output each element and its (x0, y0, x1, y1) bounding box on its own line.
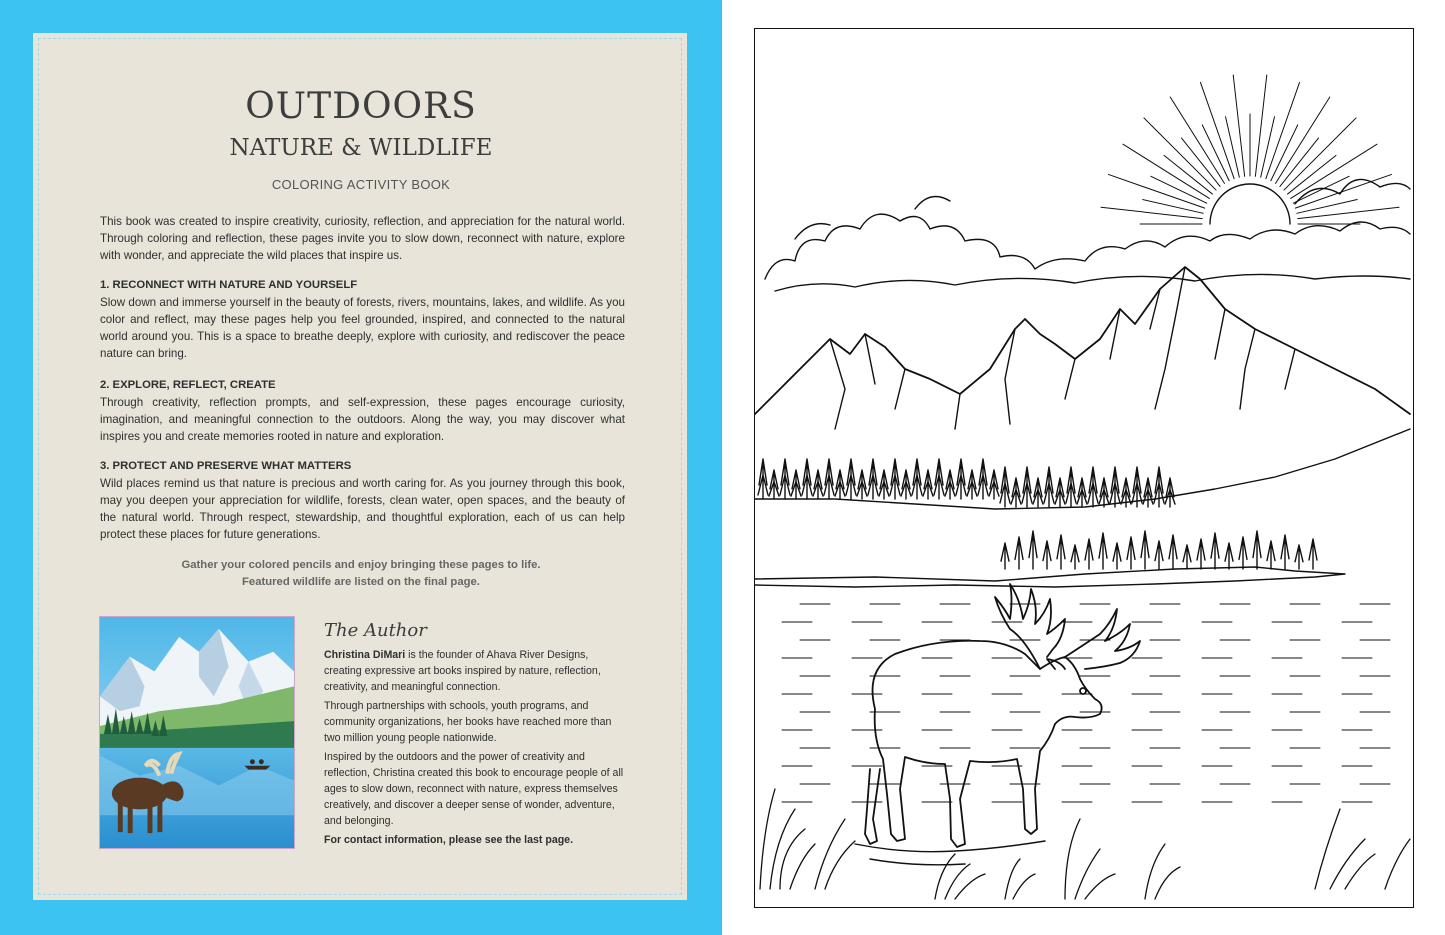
moose-outline (865, 584, 1140, 847)
author-moose-painting (99, 616, 295, 849)
moose-landscape-line-art (755, 29, 1412, 906)
section-1 (100, 277, 625, 362)
pine-tree (1183, 545, 1191, 569)
author-heading: The Author (324, 620, 427, 641)
sun-ray (1233, 75, 1244, 176)
pine-tree (1011, 478, 1021, 507)
book-subtitle: NATURE & WILDLIFE (229, 135, 493, 161)
pine-tree (1000, 467, 1010, 507)
sun-ray (1123, 144, 1209, 198)
pine-tree (978, 459, 988, 499)
coloring-page-frame (754, 28, 1414, 908)
pine-tree (956, 459, 966, 499)
section-3 (100, 458, 625, 543)
author-contact: For contact information, please see the last page. (324, 834, 574, 846)
pine-tree (1033, 478, 1043, 507)
pine-tree (1055, 478, 1065, 507)
sun-ray (1298, 207, 1399, 218)
section-3-body: Wild places remind us that nature is precious and worth caring for. As you journey through this book, may you deepen your appreciation for wildlife, forests, clean water, open spaces, and the beauty of the natural world. Through respect, stewardship, and thoughtful exploration, each of us can help protect these places for future generations. (100, 477, 625, 541)
pine-tree (967, 470, 977, 499)
pine-tree (912, 459, 922, 499)
closing-line-2: Featured wildlife are listed on the final page. (242, 576, 480, 588)
intro-paragraph: This book was created to inspire creativity, curiosity, reflection, and appreciation for the natural world. Through coloring and reflection, these pages invite you to slow down, reconnect with nature, explore with wonder, and appreciate the wild places that inspire us. (100, 215, 625, 262)
pine-tree (1211, 533, 1219, 569)
pine-tree (1253, 531, 1261, 569)
pine-tree (791, 470, 801, 499)
pine-tree (1155, 541, 1163, 569)
pine-tree (1110, 467, 1120, 507)
book-kicker: COLORING ACTIVITY BOOK (271, 177, 451, 192)
sun-ray (1144, 118, 1216, 190)
pine-tree (769, 470, 779, 499)
right-page (722, 0, 1445, 935)
pine-tree (780, 459, 790, 499)
pine-tree (1113, 543, 1121, 569)
section-3-heading: 3. PROTECT AND PRESERVE WHAT MATTERS (100, 460, 352, 472)
pine-tree (1099, 533, 1107, 569)
pine-tree (1071, 545, 1079, 569)
book-title: OUTDOORS (245, 86, 477, 127)
pine-tree (1239, 537, 1247, 569)
pine-tree (934, 459, 944, 499)
section-1-heading: 1. RECONNECT WITH NATURE AND YOURSELF (100, 279, 358, 291)
pine-tree (1143, 478, 1153, 507)
pine-tree (1309, 539, 1317, 569)
pine-tree (1099, 478, 1109, 507)
pine-tree (1165, 478, 1175, 507)
pine-tree (945, 470, 955, 499)
pine-tree (989, 470, 999, 499)
pine-tree (1169, 535, 1177, 569)
sun-ray (1226, 117, 1240, 177)
pine-tree (868, 459, 878, 499)
author-bio-3: Inspired by the outdoors and the power of creativity and reflection, Christina created this book to encourage people of all ages to slow down, reconnect with nature, express themselves creatively, and discover a deeper sense of wonder, adventure, and belonging. (324, 751, 624, 827)
pine-tree (758, 459, 768, 499)
pine-tree (1022, 467, 1032, 507)
pine-tree (857, 470, 867, 499)
section-2 (100, 377, 625, 445)
sun-ray (1276, 97, 1330, 183)
pine-tree (1085, 539, 1093, 569)
pine-tree (802, 459, 812, 499)
sun-ray (1101, 207, 1202, 218)
section-2-heading: 2. EXPLORE, REFLECT, CREATE (100, 379, 276, 391)
sun-ray (1143, 200, 1203, 214)
sun-ray (1297, 200, 1357, 214)
pine-tree (1127, 537, 1135, 569)
left-page (0, 0, 722, 935)
pine-tree (1281, 535, 1289, 569)
sun-ray (1261, 117, 1275, 177)
pine-tree (1088, 467, 1098, 507)
sun-ray (1255, 75, 1266, 176)
pine-tree (1267, 541, 1275, 569)
pine-tree (1295, 545, 1303, 569)
pine-tree (835, 470, 845, 499)
pine-tree (1066, 467, 1076, 507)
pine-tree (1029, 531, 1037, 569)
pine-tree (824, 459, 834, 499)
pine-tree (1197, 539, 1205, 569)
pine-tree (813, 470, 823, 499)
section-2-body: Through creativity, reflection prompts, and self-expression, these pages encourage curiosity, imagination, and meaningful connection to the outdoors. Along the way, you may discover what inspires you and create memories rooted in nature and exploration. (100, 396, 625, 443)
pine-tree (890, 459, 900, 499)
pine-tree (1001, 543, 1009, 569)
pine-tree (1044, 467, 1054, 507)
author-bio-1 (324, 647, 624, 695)
pine-tree (1141, 531, 1149, 569)
closing-line-1: Gather your colored pencils and enjoy bringing these pages to life. (181, 559, 541, 571)
pine-tree (923, 470, 933, 499)
pine-tree (901, 470, 911, 499)
pine-tree (846, 459, 856, 499)
section-1-body: Slow down and immerse yourself in the beauty of forests, rivers, mountains, lakes, and wildlife. As you color and reflect, may these pages help you feel grounded, inspired, and connected to the natural world around you. This is a space to breathe deeply, explore with curiosity, and rediscover the peace nature can bring. (100, 296, 625, 360)
pine-tree (1043, 541, 1051, 569)
pine-tree (879, 470, 889, 499)
author-bio-1-rest: is the founder of Ahava River Designs, creating expressive art books inspired by nature, reflection, creativity, and meaningful connection. (324, 649, 601, 693)
pine-tree (1015, 537, 1023, 569)
author-name: Christina DiMari (324, 649, 406, 661)
author-bio-2: Through partnerships with schools, youth programs, and community organizations, her books have reached more than two million young people nationwide. (324, 700, 612, 744)
treeline (758, 459, 1317, 569)
pine-tree (1077, 478, 1087, 507)
pine-tree (1225, 543, 1233, 569)
sun-ray (1170, 97, 1224, 183)
pine-tree (1154, 467, 1164, 507)
pine-tree (1057, 535, 1065, 569)
sun-ray (1284, 118, 1356, 190)
